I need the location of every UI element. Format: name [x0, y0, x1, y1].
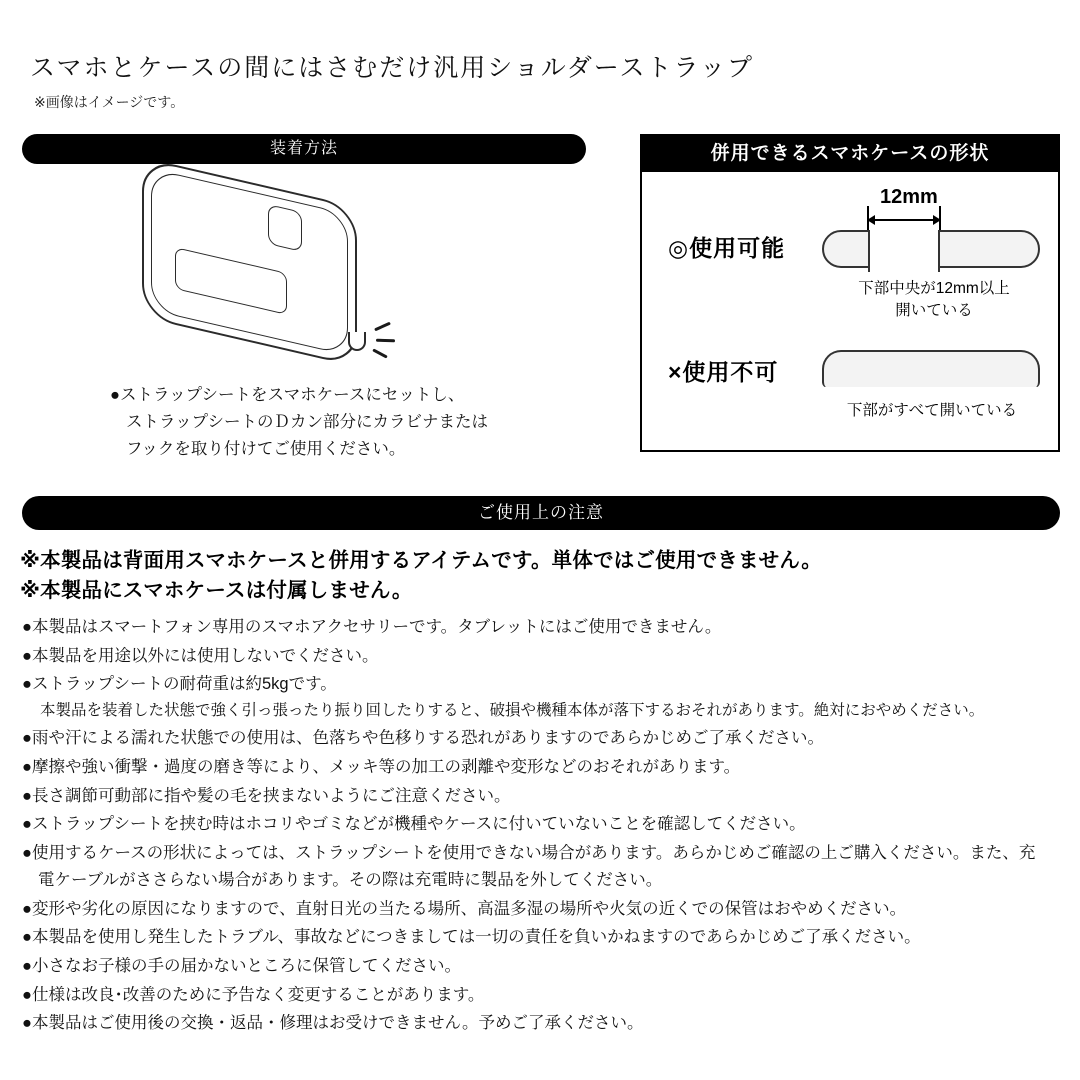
list-item-text: ●長さ調節可動部に指や髪の毛を挟まないようにご注意ください。 [22, 786, 511, 805]
list-item-text: ●本製品を使用し発生したトラブル、事故などにつきましては一切の責任を負いかねますのであらかじめご了承ください。 [22, 928, 921, 947]
caution-strong-line-2: ※本製品にスマホケースは付属しません。 [20, 578, 413, 602]
caution-section-title: ご使用上の注意 [22, 496, 1060, 530]
list-item-text: ●仕様は改良･改善のために予告なく変更することがあります。 [22, 985, 485, 1004]
list-item [22, 1010, 1062, 1037]
list-item [22, 982, 1062, 1009]
not-usable-label: ×使用不可 [668, 359, 779, 385]
case-bottom-gap-shape [868, 230, 940, 272]
list-item-text: ●小さなお子様の手の届かないところに保管してください。 [22, 957, 461, 976]
sparkle-icon [372, 348, 388, 358]
list-item-subtext: 本製品を装着した状態で強く引っ張ったり振り回したりすると、破損や機種本体が落下するおそれがあります。絶対におやめください。 [40, 702, 985, 720]
caution-list [22, 614, 1062, 1039]
list-item-text: ●変形や劣化の原因になりますので、直射日光の当たる場所、高温多湿の場所や火気の近くでの保管はおやめください。 [22, 899, 907, 918]
usable-case-caption [822, 278, 1046, 323]
list-item [22, 924, 1062, 951]
instruction-line-1: ●ストラップシートをスマホケースにセットし、 [110, 386, 465, 404]
list-item-text: ●ストラップシートを挟む時はホコリやゴミなどが機種やケースに付いていないことを確認してください。 [22, 815, 806, 834]
list-item [22, 811, 1062, 838]
list-item [22, 783, 1062, 810]
caution-strong-text [20, 546, 1060, 605]
instruction-line-3: フックを取り付けてご使用ください。 [126, 440, 406, 459]
list-item [22, 754, 1062, 781]
instruction-line-2: ストラップシートのＤカン部分にカラビナまたは [126, 413, 489, 432]
compatible-case-shape-title: 併用できるスマホケースの形状 [642, 136, 1058, 172]
sparkle-icon [374, 322, 391, 332]
list-item [22, 643, 1062, 670]
list-item [22, 840, 1062, 893]
list-item [22, 953, 1062, 980]
list-item [22, 671, 1062, 723]
installation-instructions [110, 382, 580, 464]
d-ring-icon [348, 332, 366, 351]
usable-label: ◎使用可能 [668, 235, 786, 261]
installation-method-panel [22, 134, 586, 464]
page-title: スマホとケースの間にはさむだけ汎用ショルダーストラップ [30, 54, 755, 82]
sparkle-icon [376, 339, 395, 343]
list-item-continuation: 電ケーブルがささらない場合があります。その際は充電時に製品を外してください。 [38, 870, 663, 889]
not-usable-case-caption: 下部がすべて開いている [846, 402, 1018, 419]
dimension-arrow-icon [867, 214, 941, 226]
list-item [22, 614, 1062, 641]
not-usable-case-illustration [822, 350, 1040, 388]
image-disclaimer-note: ※画像はイメージです。 [34, 94, 185, 110]
list-item-text: ●本製品はスマートフォン専用のスマホアクセサリーです。タブレットにはご使用できません。 [22, 618, 722, 636]
case-fully-open-bottom-shape [822, 387, 1044, 390]
list-item-text: ●雨や汗による濡れた状態での使用は、色落ちや色移りする恐れがありますのであらかじめご了承ください。 [22, 729, 824, 748]
list-item-text: ●本製品を用途以外には使用しないでください。 [22, 646, 379, 665]
caution-strong-line-1: ※本製品は背面用スマホケースと併用するアイテムです。単体ではご使用できません。 [20, 549, 823, 572]
usable-case-caption-line-1: 下部中央が12mm以上 [858, 280, 1010, 297]
compatible-case-shape-panel [640, 134, 1060, 452]
dimension-label: 12mm [880, 186, 938, 208]
list-item-text: ●ストラップシートの耐荷重は約5kgです。 [22, 675, 337, 694]
list-item [22, 896, 1062, 923]
phone-case-illustration [142, 182, 372, 377]
usable-case-caption-line-2: 開いている [895, 302, 973, 320]
list-item [22, 725, 1062, 752]
usable-case-illustration [822, 230, 1040, 268]
list-item-text: ●本製品はご使用後の交換・返品・修理はお受けできません。予めご了承ください。 [22, 1014, 644, 1033]
installation-method-title: 装着方法 [22, 134, 586, 164]
list-item-text: ●摩擦や強い衝撃・過度の磨き等により、メッキ等の加工の剥離や変形などのおそれがあります。 [22, 757, 741, 776]
list-item-text: ●使用するケースの形状によっては、ストラップシートを使用できない場合があります。あらかじめご確認の上ご購入ください。また、充 [22, 844, 1036, 863]
